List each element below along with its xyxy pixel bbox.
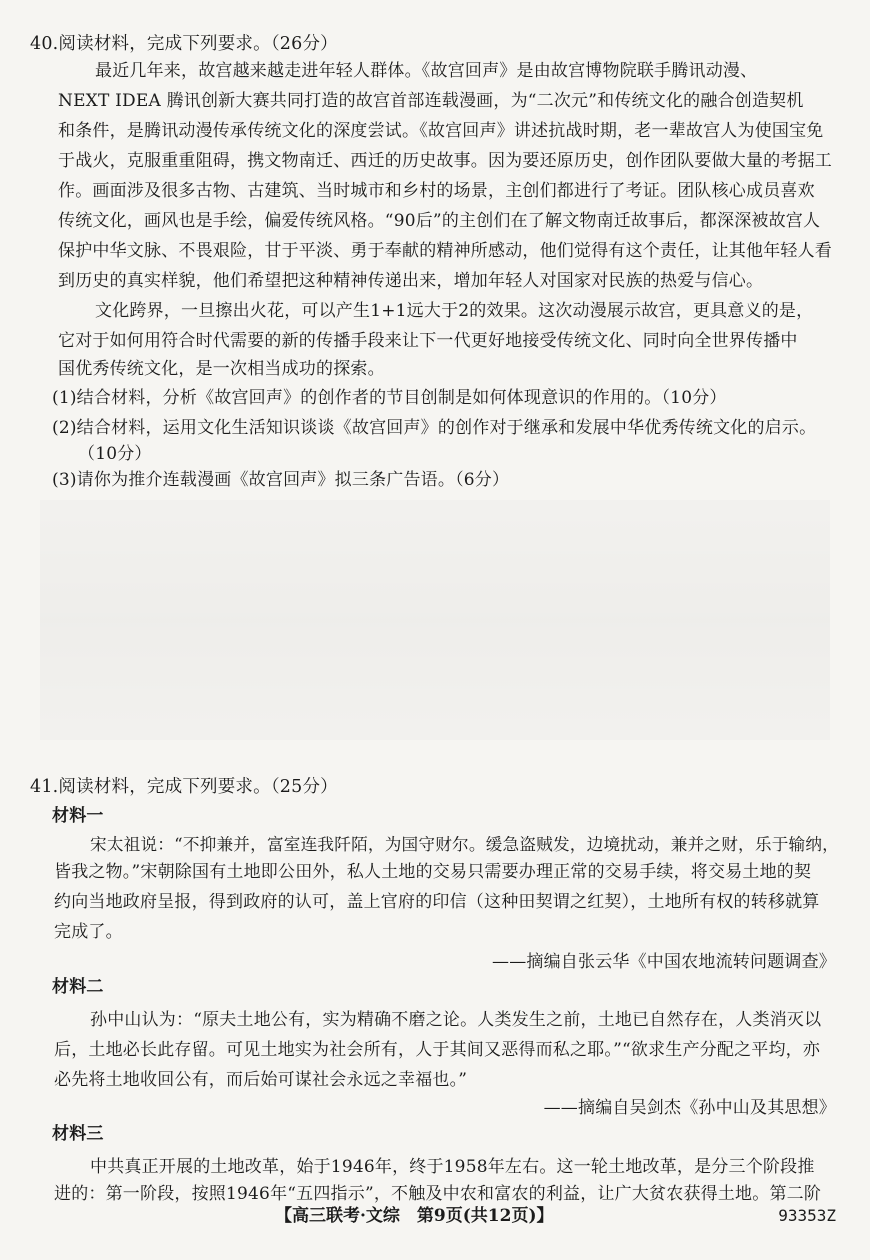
material-1-heading: 材料一 — [52, 806, 104, 826]
material-1-line: 皆我之物。”宋朝除国有土地即公田外，私人土地的交易只需要办理正常的交易手续，将交易土地的契 — [54, 862, 812, 882]
q40-para1-line: 最近几年来，故宫越来越走进年轻人群体。《故宫回声》是由故宫博物院联手腾讯动漫、 — [95, 61, 758, 81]
paper-code: 93353Z — [778, 1206, 836, 1225]
q40-para2-line: 文化跨界，一旦擦出火花，可以产生1+1远大于2的效果。这次动漫展示故宫，更具意义的是， — [95, 301, 814, 321]
material-2-line: 后，土地必长此存留。可见土地实为社会所有，人于其间又恶得而私之耶。”“欲求生产分配之平均，亦 — [54, 1040, 821, 1060]
q40-para1-line: 和条件，是腾讯动漫传承传统文化的深度尝试。《故宫回声》讲述抗战时期，老一辈故宫人为使国宝免 — [58, 121, 824, 141]
q40-para2-line: 它对于如何用符合时代需要的新的传播手段来让下一代更好地接受传统文化、同时向全世界传播中 — [58, 331, 798, 351]
q40-para1-line: 传统文化，画风也是手绘，偏爱传统风格。“90后”的主创们在了解文物南迁故事后，都深深被故宫人 — [58, 211, 821, 231]
q40-title: 40.阅读材料，完成下列要求。（26分） — [30, 34, 338, 54]
q40-subquestion-2-points: （10分） — [78, 444, 152, 464]
material-3-line: 中共真正开展的土地改革，始于1946年，终于1958年左右。这一轮土地改革，是分三个阶段推 — [90, 1157, 815, 1177]
material-3-heading: 材料三 — [52, 1124, 104, 1144]
material-1-source: ——摘编自张云华《中国农地流转问题调查》 — [492, 952, 836, 972]
q40-subquestion-1: (1)结合材料，分析《故宫回声》的创作者的节目创制是如何体现意识的作用的。（10分） — [52, 388, 727, 408]
q40-para1-line: 到历史的真实样貌，他们希望把这种精神传递出来，增加年轻人对国家对民族的热爱与信心。 — [58, 271, 764, 291]
material-3-line: 进的：第一阶段，按照1946年“五四指示”，不触及中农和富农的利益，让广大贫农获得土地。第二阶 — [54, 1184, 822, 1204]
q40-subquestion-3: (3)请你为推介连载漫画《故宫回声》拟三条广告语。（6分） — [52, 470, 510, 490]
q41-title: 41.阅读材料，完成下列要求。（25分） — [30, 777, 338, 797]
q40-para2-line: 国优秀传统文化，是一次相当成功的探索。 — [58, 359, 385, 379]
q40-para1-line: 保护中华文脉、不畏艰险，甘于平淡、勇于奉献的精神所感动，他们觉得有这个责任，让其他年轻人看 — [58, 241, 832, 261]
q40-para1-line: NEXT IDEA 腾讯创新大赛共同打造的故宫首部连载漫画，为“二次元”和传统文化的融合创造契机 — [58, 91, 804, 111]
material-2-heading: 材料二 — [52, 977, 104, 997]
q40-subquestion-2: (2)结合材料，运用文化生活知识谈谈《故宫回声》的创作对于继承和发展中华优秀传统文化的启示。 — [52, 418, 817, 438]
q40-para1-line: 于战火，克服重重阻碍，携文物南迁、西迁的历史故事。因为要还原历史，创作团队要做大量的考据工 — [58, 151, 832, 171]
material-2-line: 孙中山认为：“原夫土地公有，实为精确不磨之论。人类发生之前，土地已自然存在，人类消灭以 — [90, 1010, 822, 1030]
material-1-line: 约向当地政府呈报，得到政府的认可，盖上官府的印信（这种田契谓之红契），土地所有权的转移就算 — [54, 892, 820, 912]
material-2-source: ——摘编自吴剑杰《孙中山及其思想》 — [543, 1098, 836, 1118]
q40-para1-line: 作。画面涉及很多古物、古建筑、当时城市和乡村的场景，主创们都进行了考证。团队核心成员喜欢 — [58, 181, 815, 201]
material-1-line: 完成了。 — [54, 922, 123, 942]
page-footer-label: 【高三联考·文综 第9页(共12页)】 — [275, 1206, 554, 1226]
material-2-line: 必先将土地收回公有，而后始可谋社会永远之幸福也。” — [54, 1070, 468, 1090]
answer-space — [40, 500, 830, 740]
material-1-line: 宋太祖说：“不抑兼并，富室连我阡陌，为国守财尔。缓急盗贼发，边境扰动，兼并之财，乐于输纳， — [90, 835, 839, 854]
